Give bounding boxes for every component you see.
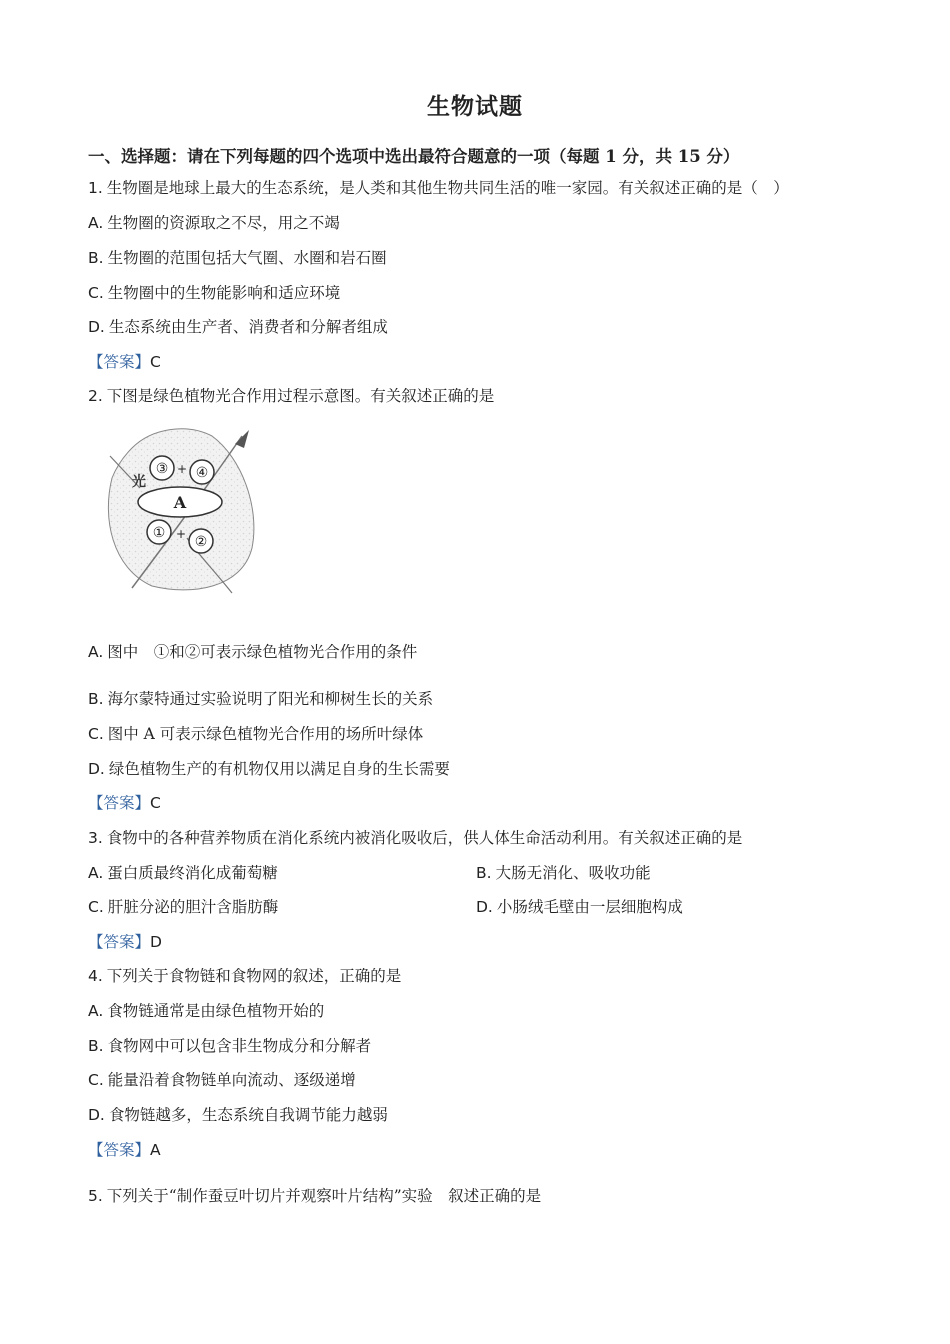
circle-1-label: ① [152,525,166,541]
question-number: 2. [88,387,103,405]
question-1-answer [88,352,161,372]
option-text: 食物链通常是由绿色植物开始的 [107,1002,325,1020]
question-5-stem [88,1186,541,1206]
option-letter: A. [88,643,104,661]
option-text: 生态系统由生产者、消费者和分解者组成 [108,318,388,336]
question-4-answer [88,1140,161,1160]
question-3-option-c [88,897,278,917]
option-letter: D. [88,1106,105,1124]
circle-4-label: ④ [195,465,209,481]
option-text: 食物网中可以包含非生物成分和分解者 [107,1037,372,1055]
option-letter: C. [88,898,104,916]
question-text: 下图是绿色植物光合作用过程示意图。有关叙述正确的是 [106,387,495,405]
option-letter: D. [88,760,105,778]
circle-2-label: ② [194,534,208,550]
answer-label: 【答案】 [88,794,151,812]
option-letter: B. [476,864,492,882]
question-3-stem [88,828,742,848]
question-4-option-c [88,1070,356,1090]
answer-value: C [150,794,161,812]
option-letter: A. [88,1002,104,1020]
option-letter: C. [88,284,104,302]
option-letter: D. [476,898,493,916]
question-text: 食物中的各种营养物质在消化系统内被消化吸收后，供人体生命活动利用。有关叙述正确的是 [106,829,743,847]
option-text: 大肠无消化、吸收功能 [495,864,651,882]
plus-sign: + [176,462,188,476]
circle-3-label: ③ [155,461,169,477]
question-2-option-a [88,642,417,662]
answer-value: D [150,933,162,951]
question-text: 下列关于“制作蚕豆叶切片并观察叶片结构”实验 叙述正确的是 [106,1187,542,1205]
question-number: 4. [88,967,103,985]
option-letter: A. [88,214,104,232]
question-1-option-a [88,213,340,233]
option-text: 生物圈的范围包括大气圈、水圈和岩石圈 [107,249,387,267]
question-4-option-b [88,1036,371,1056]
center-label: A [173,493,187,512]
option-text: 海尔蒙特通过实验说明了阳光和柳树生长的关系 [107,690,434,708]
option-text: 肝脏分泌的胆汁含脂肪酶 [107,898,279,916]
question-2-stem [88,386,494,406]
question-2-option-d [88,759,450,779]
question-2-answer [88,793,161,813]
plus-sign: + [175,527,187,541]
question-2-option-c [88,724,423,744]
section-heading: 一、选择题：请在下列每题的四个选项中选出最符合题意的一项（每题 1 分，共 15 分） [88,147,740,166]
question-3-option-a [88,863,278,883]
question-number: 1. [88,179,103,197]
question-1-stem [88,178,789,198]
option-text: 绿色植物生产的有机物仅用以满足自身的生长需要 [108,760,450,778]
option-text: 图中 ①和②可表示绿色植物光合作用的条件 [107,643,418,661]
option-text: 小肠绒毛壁由一层细胞构成 [496,898,683,916]
question-1-option-b [88,248,387,268]
question-4-option-d [88,1105,388,1125]
option-letter: B. [88,1037,104,1055]
question-3-answer [88,932,162,952]
option-letter: C. [88,725,104,743]
answer-value: C [150,353,161,371]
question-1-option-d [88,317,388,337]
question-text: 下列关于食物链和食物网的叙述，正确的是 [106,967,402,985]
answer-label: 【答案】 [88,933,151,951]
option-letter: B. [88,249,104,267]
answer-label: 【答案】 [88,353,151,371]
answer-label: 【答案】 [88,1141,151,1159]
question-number: 5. [88,1187,103,1205]
question-number: 3. [88,829,103,847]
question-2-option-b [88,689,433,709]
light-label: 光 [132,474,146,490]
question-3-option-d [476,897,683,917]
question-4-option-a [88,1001,324,1021]
option-letter: D. [88,318,105,336]
option-text: 蛋白质最终消化成葡萄糖 [107,864,278,882]
option-letter: A. [88,864,104,882]
option-text: 食物链越多，生态系统自我调节能力越弱 [108,1106,388,1124]
question-3-option-b [476,863,651,883]
option-text: 生物圈的资源取之不尽，用之不竭 [107,214,340,232]
photosynthesis-diagram [92,418,262,598]
option-text: 能量沿着食物链单向流动、逐级递增 [107,1071,356,1089]
option-letter: C. [88,1071,104,1089]
answer-value: A [150,1141,161,1159]
page-title: 生物试题 [427,93,523,120]
option-letter: B. [88,690,104,708]
arrow-icon [235,430,249,448]
question-1-option-c [88,283,340,303]
option-text: 生物圈中的生物能影响和适应环境 [107,284,341,302]
option-text: 图中 A 可表示绿色植物光合作用的场所叶绿体 [107,725,424,743]
question-text: 生物圈是地球上最大的生态系统，是人类和其他生物共同生活的唯一家园。有关叙述正确的是（ ） [106,179,789,197]
question-4-stem [88,966,401,986]
